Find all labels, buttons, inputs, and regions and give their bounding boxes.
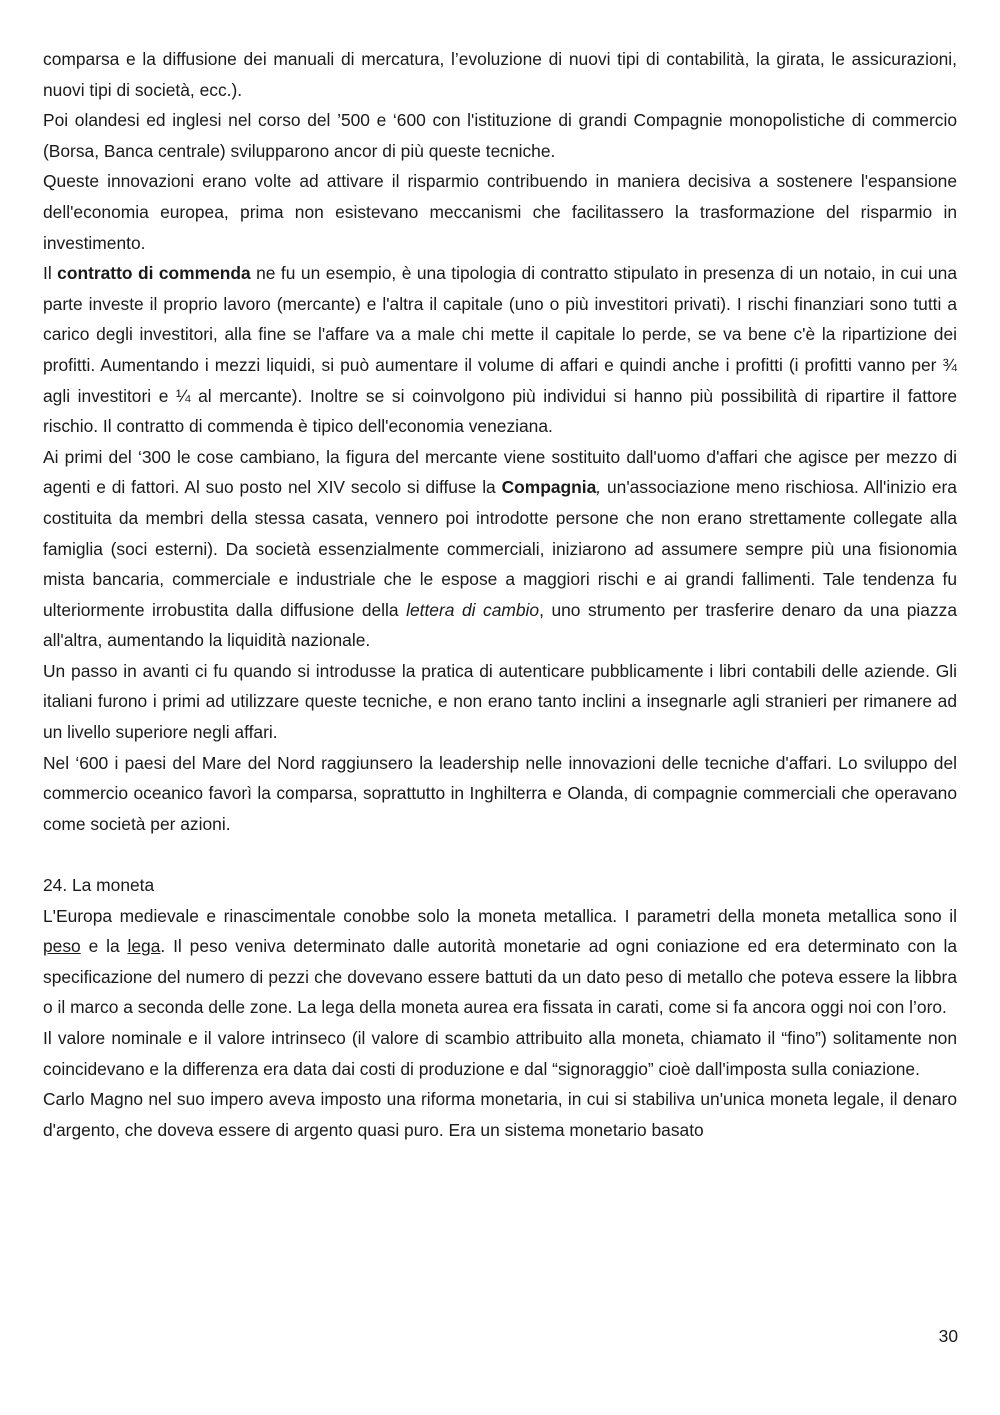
paragraph-passo-avanti: Un passo in avanti ci fu quando si introdusse la pratica di autenticare pubblicamente i libri contabili delle aziende. Gli italiani furono i primi ad utilizzare queste tecniche, e non erano tanto inclini a insegnarle agli stranieri per rimanere ad un livello superiore negli affari. xyxy=(43,660,957,743)
compagnia-post: , uno strumento per trasferire denaro da una piazza all'altra, aumentando la liquidità nazionale. xyxy=(43,599,958,651)
term-lega: lega xyxy=(127,936,161,957)
compagnia-mid: un'associazione meno rischiosa. All'inizio era costituita da membri della stessa casata, vennero poi introdotte persone che non erano strettamente collegate alla famiglia (soci esterni). Da società essenzialmente commerciali, iniziarono ad assumere sempre più una fisionomia mista bancaria, commerciale e industriale che le espose a maggiori rischi e ai grandi fallimenti. Tale tendenza fu ulteriormente irrobustita dalla diffusione della xyxy=(43,477,957,620)
paragraph-innovazioni: Queste innovazioni erano volte ad attivare il risparmio contribuendo in maniera decisiva a sostenere l'espansione dell'economia europea, prima non esistevano meccanismi che facilitassero la trasformazione del risparmio in investimento. xyxy=(43,171,957,253)
paragraph-olandesi-inglesi: Poi olandesi ed inglesi nel corso del ’500 e ‘600 con l'istituzione di grandi Compagnie monopolistiche di commercio (Borsa, Banca centrale) svilupparono ancor di più queste tecniche. xyxy=(43,110,957,161)
paragraph-seicento: Nel ‘600 i paesi del Mare del Nord raggiunsero la leadership nelle innovazioni delle tecniche d'affari. Lo sviluppo del commercio oceanico favorì la comparsa, soprattutto in Inghilterra e Olanda, di compagnie commerciali che operavano come società per azioni. xyxy=(43,752,957,834)
paragraph-commenda xyxy=(43,258,957,442)
document-body xyxy=(43,44,957,1145)
compagnia-comma: , xyxy=(596,477,602,498)
moneta-pre: L'Europa medievale e rinascimentale conobbe solo la moneta metallica. I parametri della moneta metallica sono il xyxy=(43,905,957,926)
commenda-post: ne fu un esempio, è una tipologia di contratto stipulato in presenza di un notaio, in cui una parte investe il proprio lavoro (mercante) e l'altra il capitale (uno o più investitori privati). I rischi finanziari sono tutti a carico degli investitori, alla fine se l'affare va a male chi mette il capitale lo perde, se va bene c'è la ripartizione dei profitti. Aumentando i mezzi liquidi, si può aumentare il volume di affari e quindi anche i profitti (i profitti vanno per ¾ agli investitori e ¼ al mercante). Inoltre se si coinvolgono più individui si hanno più possibilità di ripartire il fattore rischio. Il contratto di commenda è tipico dell'economia veneziana. xyxy=(43,263,957,437)
paragraph-carlo-magno: Carlo Magno nel suo impero aveva imposto una riforma monetaria, in cui si stabiliva un'unica moneta legale, il denaro d'argento, che doveva essere di argento quasi puro. Era un sistema monetario basato xyxy=(43,1089,957,1140)
compagnia-pre: Ai primi del ‘300 le cose cambiano, la figura del mercante viene sostituito dall'uomo d'affari che agisce per mezzo di agenti e di fattori. Al suo posto nel XIV secolo si diffuse la xyxy=(43,446,957,498)
term-lettera-di-cambio: lettera di cambio xyxy=(406,599,540,620)
paragraph-compagnia xyxy=(43,442,957,656)
commenda-pre: Il xyxy=(43,263,58,284)
moneta-mid: e la xyxy=(80,936,128,957)
paragraph-valore: Il valore nominale e il valore intrinseco (il valore di scambio attribuito alla moneta, chiamato il “fino”) solitamente non coincidevano e la differenza era data dai costi di produzione e dal “signoraggio” cioè dall'imposta sulla coniazione. xyxy=(43,1028,957,1079)
paragraph-moneta xyxy=(43,901,957,1023)
term-contratto-di-commenda: contratto di commenda xyxy=(57,263,251,284)
page-number: 30 xyxy=(938,1326,958,1346)
paragraph-compagnie-continuation: comparsa e la diffusione dei manuali di mercatura, l’evoluzione di nuovi tipi di contabilità, la girata, le assicurazioni, nuovi tipi di società, ecc.). xyxy=(43,49,957,100)
moneta-post: . Il peso veniva determinato dalle autorità monetarie ad ogni coniazione ed era determinato con la specificazione del numero di pezzi che dovevano essere battuti da un dato peso di metallo che poteva essere la libbra o il marco a seconda delle zone. La lega della moneta aurea era fissata in carati, come si fa ancora oggi noi con l’oro. xyxy=(43,936,957,1018)
term-peso: peso xyxy=(43,936,81,957)
section-gap xyxy=(43,839,957,870)
section-heading: 24. La moneta xyxy=(43,875,155,896)
term-compagnia: Compagnia xyxy=(501,477,597,498)
